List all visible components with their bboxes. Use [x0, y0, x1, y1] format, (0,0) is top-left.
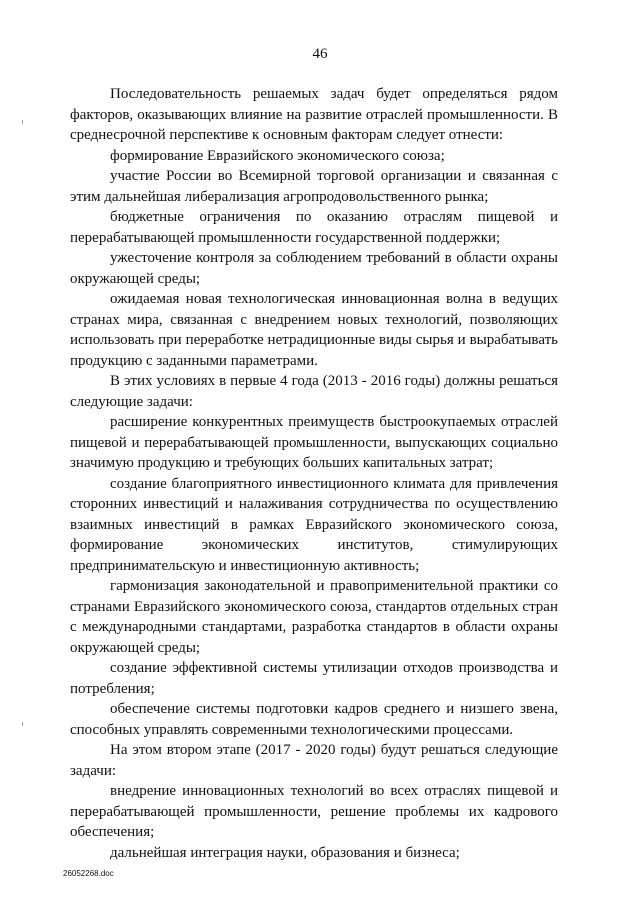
scan-margin-mark [22, 722, 23, 726]
scan-margin-mark [22, 120, 23, 124]
paragraph: участие России во Всемирной торговой организации и связанная с этим дальнейшая либерализация агропродовольственного рынка; [70, 168, 558, 205]
paragraph: ужесточение контроля за соблюдением требований в области охраны окружающей среды; [70, 250, 558, 287]
paragraph: обеспечение системы подготовки кадров среднего и низшего звена, способных управлять современными технологическими процессами. [70, 701, 558, 738]
paragraph: В этих условиях в первые 4 года (2013 - 2016 годы) должны решаться следующие задачи: [70, 373, 558, 410]
paragraph: бюджетные ограничения по оказанию отраслям пищевой и перерабатывающей промышленности государственной поддержки; [70, 209, 558, 246]
paragraph: создание эффективной системы утилизации отходов производства и потребления; [70, 660, 558, 697]
paragraph: внедрение инновационных технологий во всех отраслях пищевой и перерабатывающей промышленности, решение проблемы их кадрового обеспечения; [70, 783, 558, 840]
paragraph: На этом втором этапе (2017 - 2020 годы) будут решаться следующие задачи: [70, 742, 558, 779]
paragraph: дальнейшая интеграция науки, образования и бизнеса; [110, 844, 460, 861]
page-number: 46 [312, 46, 328, 62]
paragraph: расширение конкурентных преимуществ быстроокупаемых отраслей пищевой и перерабатывающей промышленности, выпускающих социально значимую продукцию и требующих больших капитальных затрат; [70, 414, 558, 471]
paragraph: формирование Евразийского экономического союза; [110, 147, 445, 164]
document-body [70, 84, 558, 863]
paragraph: гармонизация законодательной и правоприменительной практики со странами Евразийского экономического союза, стандартов отдельных стран с международными стандартами, разработка стандартов в области охраны окружающей среды; [70, 578, 558, 656]
paragraph: Последовательность решаемых задач будет определяться рядом факторов, оказывающих влияние на развитие отраслей промышленности. В среднесрочной перспективе к основным факторам следует отнести: [70, 86, 558, 143]
paragraph: создание благоприятного инвестиционного климата для привлечения сторонних инвестиций и налаживания сотрудничества по осуществлению взаимных инвестиций в рамках Евразийского экономического союза, формирование экономических институтов, стимулирующих предпринимательскую и инвестиционную активность; [70, 475, 558, 574]
paragraph: ожидаемая новая технологическая инновационная волна в ведущих странах мира, связанная с внедрением новых технологий, позволяющих использовать при переработке нетрадиционные виды сырья и вырабатывать продукцию с заданными параметрами. [70, 291, 558, 369]
footer-filename: 26052268.doc [63, 869, 114, 878]
